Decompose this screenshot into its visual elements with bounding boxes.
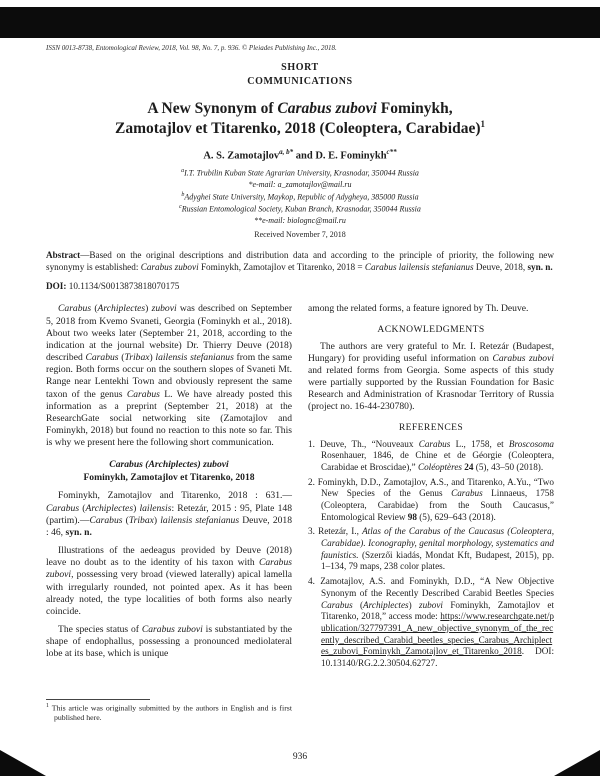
section-header-line1: SHORT: [281, 62, 319, 73]
reference-item-2: 2. Fominykh, D.D., Zamotajlov, A.S., and Titarenko, A.Yu., “Two New Species of the Genus Carabus Linnaeus, 1758 (Coleoptera, Carabidae) from the South Caucasus,” Entomological Review 98 (5), 629–643 (2018).: [308, 476, 554, 522]
reference-item-1: 1. Deuve, Th., “Nouveaux Carabus L., 1758, et Broscosoma Rosenhauer, 1846, de Chine et de Géorgie (Coleoptera, Carabidae et Broscidae),” Coléoptères 24 (5), 43–50 (2018).: [308, 438, 554, 472]
page-content: [46, 44, 554, 746]
paragraph-intro: Carabus (Archiplectes) zubovi was described on September 5, 2018 from Kvemo Svaneti, Georgia (Fominykh et al., 2018). About two weeks later (September 21, 2018, according to the indication at the journal website) Dr. Thierry Deuve (2018) described Carabus (Tribax) lailensis stefanianus from the same region. Both forms occur on the southern slopes of Svaneti Mt. Range near Lentekhi Town and obviously represent the same taxon of the genus Carabus L. We have already posted this information as a preprint (September 21, 2018) at the ResearchGate social networking site (Zamotajlov and Fominykh, 2018) but found no reaction to this note so far. This is why we present here the following short communication.: [46, 303, 293, 449]
affiliation-a: $^a$I.T. Trubilin Kuban State Agrarian University, Krasnodar, 350044 Russia: [181, 167, 419, 178]
taxon-heading-authors: Fominykh, Zamotajlov et Titarenko, 2018: [83, 471, 255, 483]
footnote-block: [46, 689, 292, 724]
article-title: A New Synonym of Carabus zubovi Fominykh, Zamotajlov et Titarenko, 2018 (Coleoptera, Carabidae)$^1$: [114, 100, 485, 138]
section-header: [46, 61, 554, 88]
reference-item-4: 4. Zamotajlov, A.S. and Fominykh, D.D., “A New Objective Synonym of the Recently Described Carabid Beetles Species Carabus (Archiplectes) zubovi Fominykh, Zamotajlov et Titarenko, 2018,” access mode: https://www.researchgate.net/publication/327797391_A_new_objective_synonym_of_the_recently_described_Carabid_beetles_species_Carabus_Archiplectes_zubovi_Fominykh_Zamotajlov_et_Titarenko_2018. DOI: 10.13140/RG.2.2.30504.62727.: [308, 576, 554, 668]
affiliations-block: [46, 167, 554, 241]
paragraph-aedeagus: Illustrations of the aedeagus provided by Deuve (2018) leave no doubt as to the identity of his taxon with Carabus zubovi, possessing very broad (viewed laterally) apical lamella with irregularly rounded, not pointed apex. As it has been already noted, the type localities of both forms also nearly coincide.: [46, 545, 292, 617]
paragraph-acknowledgments: The authors are very grateful to Mr. I. Retezár (Budapest, Hungary) for providing useful information on Carabus zubovi and related forms from Georgia. Some aspects of this study were partially supported by the Russian Foundation for Basic Research and Administration of Krasnodar Territory of Russia (project no. 16-44-230780).: [308, 340, 555, 413]
email-c: **e-mail: biolognc@mail.ru: [254, 216, 346, 226]
taxon-heading-name: Carabus (Archiplectes) zubovi: [109, 459, 229, 471]
affiliation-c: $^c$Russian Entomological Society, Kuban Branch, Krasnodar, 350044 Russia: [179, 204, 421, 214]
paragraph-species-status: The species status of Carabus zubovi is substantiated by the shape of endophallus, possessing a pronounced mediolateral lobe at its base, which is unique: [46, 624, 293, 660]
two-column-body: [46, 303, 554, 723]
abstract: Abstract—Based on the original descriptions and distribution data and according to the principle of priority, the following new synonymy is established: Carabus zubovi Fominykh, Zamotajlov et Titarenko, 2018 = Carabus lailensis stefanianus Deuve, 2018, syn. n.: [46, 250, 554, 273]
paragraph-synonymy: Fominykh, Zamotajlov and Titarenko, 2018 : 631.—Carabus (Archiplectes) lailensis: Retezár, 2015 : 95, Plate 148 (partim).—Carabus (Tribax) lailensis stefanianus Deuve, 2018 : 46, syn. n.: [46, 490, 293, 538]
page-number: 936: [292, 752, 308, 762]
scan-top-band: [0, 7, 600, 38]
footnote-rule: [46, 699, 150, 700]
references-list: [308, 439, 554, 670]
email-a: *e-mail: a_zamotajlov@mail.ru: [248, 180, 352, 190]
received-date-line: Received November 7, 2018: [254, 229, 346, 239]
right-column: [308, 303, 554, 723]
section-header-line2: COMMUNICATIONS: [247, 75, 353, 87]
affiliation-b: $^b$Adyghei State University, Maykop, Republic of Adygheya, 385000 Russia: [181, 191, 419, 202]
taxon-heading: [46, 459, 292, 484]
reference-item-3: 3. Retezár, I., Atlas of the Carabus of the Caucasus (Coleoptera, Carabidae). Iconography, genital morphology, systematics and faunistics. (Szerzői kiadás, Mondat Kft, Budapest, 2015), pp. 1–134, 79 maps, 238 color plates.: [308, 526, 554, 572]
journal-issn-line: ISSN 0013-8738, Entomological Review, 2018, Vol. 98, No. 7, p. 936. © Pleiades Publishing Inc., 2018.: [46, 44, 337, 52]
authors-line: A. S. Zamotajlov$^{a, b*}$ and D. E. Fominykh$^{c**}$: [203, 148, 397, 162]
footnote-text: $^1$ This article was originally submitted by the authors in English and is first published here.: [46, 702, 292, 723]
acknowledgments-heading: ACKNOWLEDGMENTS: [377, 323, 485, 335]
paragraph-continuation: among the related forms, a feature ignored by Th. Deuve.: [308, 303, 529, 315]
doi-line: DOI: 10.1134/S0013873818070175: [46, 281, 180, 292]
references-heading: REFERENCES: [398, 421, 464, 433]
left-column: [46, 303, 292, 723]
